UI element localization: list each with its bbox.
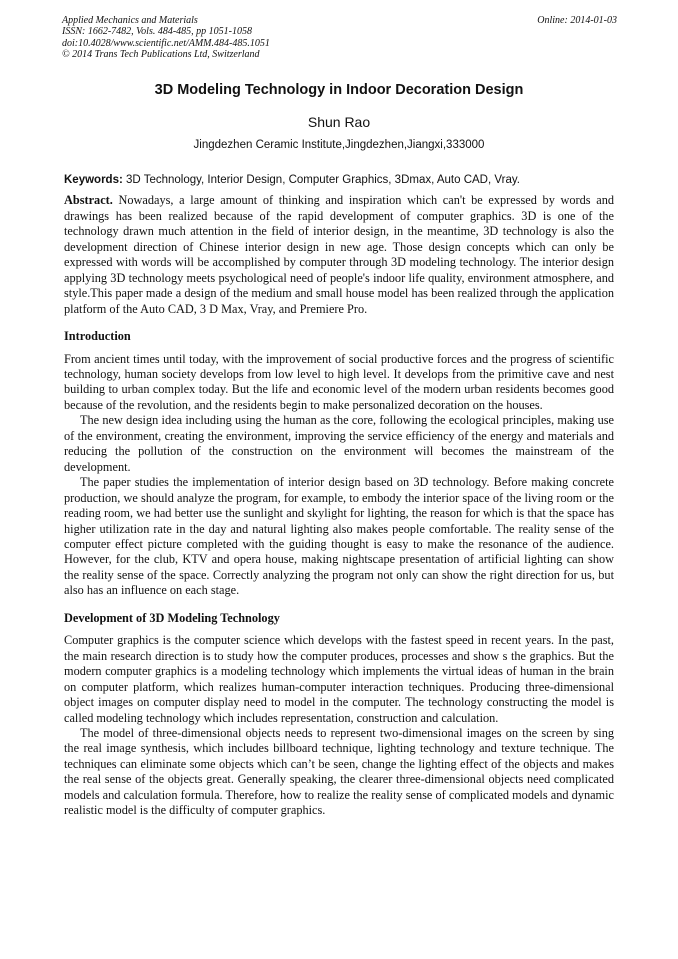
abstract-label: Abstract. (64, 193, 113, 208)
doi-line: doi:10.4028/www.scientific.net/AMM.484-485.1051 (62, 37, 270, 49)
online-date: Online: 2014-01-03 (537, 15, 617, 26)
issn-line: ISSN: 1662-7482, Vols. 484-485, pp 1051-1058 (62, 26, 252, 38)
journal-header (62, 15, 617, 61)
paper-body (64, 173, 614, 819)
section-heading-development: Development of 3D Modeling Technology (64, 610, 280, 625)
paragraph: The model of three-dimensional objects needs to represent two-dimensional images on the screen by sing the real image synthesis, which includes billboard technique, lighting technology and texture technique. The techniques can eliminate some objects which can’t be seen, change the lighting effect of the objects and makes the real sense of the objects great. Generally speaking, the clearer three-dimensional objects need complicated models and calculation formula. Therefore, how to realize the reality sense of complicated models and dynamic realistic model is the difficulty of computer graphics. (64, 725, 614, 818)
copyright-line: © 2014 Trans Tech Publications Ltd, Switzerland (62, 49, 260, 61)
abstract-text: Nowadays, a large amount of thinking and inspiration which can't be expressed by words and drawings has been realized because of the rapid development of computer graphics. 3D is one of the technology drawn much attention in the field of interior design, in the meantime, 3D technology is also the development direction of Chinese interior design in new age. Those design concepts which can only be expressed with words will be accomplished by computer through 3D modeling technology. The interior design applying 3D technology meets psychological need of people's indoor life quality, environment atmosphere, and style.This paper made a design of the medium and small house model has been realized through the application platform of the Auto CAD, 3 D Max, Vray, and Premiere Pro. (64, 193, 614, 316)
paper-title: 3D Modeling Technology in Indoor Decoration Design (154, 82, 524, 98)
paragraph: From ancient times until today, with the improvement of social productive forces and the progress of scientific technology, human society develops from low level to high level. It develops from the primitive cave and nest building to urban complex today. But the life and economic level of the modern urban residents becomes good because of the revolution, and the residents begin to make personalized decoration on the houses. (64, 351, 614, 412)
journal-name: Applied Mechanics and Materials (62, 15, 198, 26)
section-heading-introduction: Introduction (64, 329, 131, 344)
paragraph: Computer graphics is the computer science which develops with the fastest speed in recent years. In the past, the main research direction is to study how the computer produces, processes and show s the graphics. But the modern computer graphics is a modeling technology which implements the virtual ideas of human in the brain on computer platform, which realizes human-computer interaction techniques. Producing three-dimensional object images on computer display need to model in the computer. The technology constructing the model is called modeling technology which includes representation, construction and calculation. (64, 633, 614, 725)
paragraph: The new design idea including using the human as the core, following the ecological principles, making use of the environment, creating the environment, improving the service efficiency of the energy and materials and reducing the pollution of the construction on the environment will becomes the mainstream of the development. (64, 413, 614, 474)
author-name: Shun Rao (307, 114, 371, 130)
abstract (64, 193, 614, 317)
keywords-text: 3D Technology, Interior Design, Computer Graphics, 3Dmax, Auto CAD, Vray. (126, 174, 520, 186)
paragraph: The paper studies the implementation of interior design based on 3D technology. Before making concrete production, we should analyze the program, for example, to embody the interior space of the living room or the reading room, we had better use the sunlight and skylight for lighting, the reason for which is that the space has higher utilization rate in the day and natural lighting also makes people comfortable. The reality sense of the computer effect picture completed with the guiding thought is easy to make the resonance of the audience. However, for the club, KTV and opera house, making nightscape presentation of artificial lighting can show the reality sense of the space. Correctly analyzing the program not only can show the right direction for us, but also has an influence on each stage. (64, 475, 614, 598)
author-affiliation: Jingdezhen Ceramic Institute,Jingdezhen,Jiangxi,333000 (193, 139, 485, 151)
keywords (64, 173, 614, 188)
keywords-label: Keywords: (64, 174, 123, 186)
